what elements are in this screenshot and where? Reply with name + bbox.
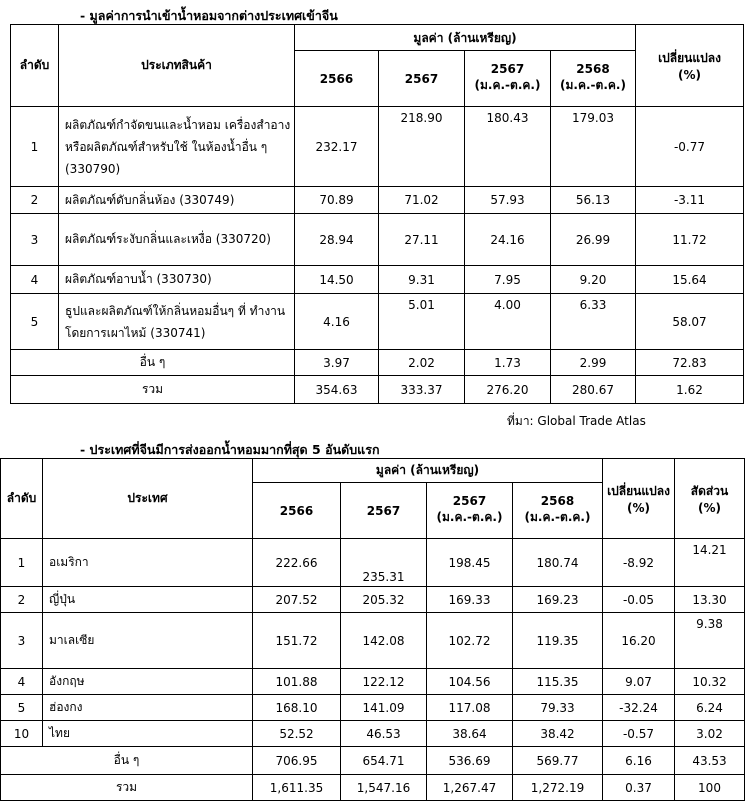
rank-cell: 4	[11, 266, 59, 294]
total-label: รวม	[1, 775, 253, 801]
product-cell: ผลิตภัณฑ์ระงับกลิ่นและเหงื่อ (330720)	[59, 214, 295, 266]
share-cell: 9.38	[675, 613, 745, 669]
change-header	[603, 459, 675, 539]
share-cell: 100	[675, 775, 745, 801]
value-cell: 79.33	[513, 695, 603, 721]
value-cell: 1,547.16	[341, 775, 427, 801]
value-cell: 654.71	[341, 747, 427, 775]
period-label: (ม.ค.-ต.ค.)	[436, 510, 503, 524]
table-row	[1, 613, 745, 669]
year-2566-header: 2566	[253, 483, 341, 539]
source-note: ที่มา: Global Trade Atlas	[507, 414, 646, 428]
value-cell: 232.17	[295, 107, 379, 187]
country-cell: ญี่ปุ่น	[43, 587, 253, 613]
value-cell: 7.95	[465, 266, 551, 294]
country-cell: มาเลเซีย	[43, 613, 253, 669]
year-2567-partial-header	[427, 483, 513, 539]
product-cell: ผลิตภัณฑ์กำจัดขนและน้ำหอม เครื่องสำอาง หรือผลิตภัณฑ์สำหรับใช้ ในห้องน้ำอื่น ๆ (330790)	[59, 107, 295, 187]
value-cell: 536.69	[427, 747, 513, 775]
period-label: (ม.ค.-ต.ค.)	[524, 510, 591, 524]
product-cell: ผลิตภัณฑ์อาบน้ำ (330730)	[59, 266, 295, 294]
rank-cell: 3	[1, 613, 43, 669]
value-cell: 198.45	[427, 539, 513, 587]
change-header-unit: (%)	[678, 68, 701, 82]
rank-cell: 4	[1, 669, 43, 695]
value-cell: 169.23	[513, 587, 603, 613]
value-cell: 1.73	[465, 350, 551, 376]
change-cell: 0.37	[603, 775, 675, 801]
value-cell: 6.33	[551, 294, 636, 350]
value-cell: 2.02	[379, 350, 465, 376]
value-cell: 333.37	[379, 376, 465, 404]
change-cell: 15.64	[636, 266, 744, 294]
rank-header: ลำดับ	[1, 459, 43, 539]
country-header: ประเทศ	[43, 459, 253, 539]
rank-header: ลำดับ	[11, 25, 59, 107]
year-2568-partial-header	[551, 51, 636, 107]
export-table	[0, 458, 745, 801]
table-row	[1, 587, 745, 613]
value-cell: 52.52	[253, 721, 341, 747]
change-cell: 1.62	[636, 376, 744, 404]
value-cell: 276.20	[465, 376, 551, 404]
value-cell: 117.08	[427, 695, 513, 721]
period-label: (ม.ค.-ต.ค.)	[474, 78, 541, 92]
table-row	[11, 107, 744, 187]
share-cell: 13.30	[675, 587, 745, 613]
rank-cell: 1	[1, 539, 43, 587]
share-cell: 10.32	[675, 669, 745, 695]
year-label: 2567	[452, 494, 487, 508]
value-cell: 706.95	[253, 747, 341, 775]
value-cell: 71.02	[379, 187, 465, 214]
table-row	[1, 539, 745, 587]
value-cell: 168.10	[253, 695, 341, 721]
value-cell: 4.16	[295, 294, 379, 350]
change-header	[636, 25, 744, 107]
value-cell: 222.66	[253, 539, 341, 587]
value-cell: 28.94	[295, 214, 379, 266]
rank-cell: 10	[1, 721, 43, 747]
value-cell: 9.31	[379, 266, 465, 294]
import-table	[10, 24, 744, 404]
table-row	[11, 294, 744, 350]
total-row	[11, 376, 744, 404]
value-cell: 180.74	[513, 539, 603, 587]
country-cell: อเมริกา	[43, 539, 253, 587]
value-cell: 115.35	[513, 669, 603, 695]
rank-cell: 2	[1, 587, 43, 613]
table-row	[1, 721, 745, 747]
value-cell: 569.77	[513, 747, 603, 775]
change-header-unit: (%)	[627, 501, 650, 515]
change-cell: -3.11	[636, 187, 744, 214]
year-label: 2568	[540, 494, 575, 508]
product-cell: ผลิตภัณฑ์ดับกลิ่นห้อง (330749)	[59, 187, 295, 214]
period-label: (ม.ค.-ต.ค.)	[560, 78, 626, 92]
value-header: มูลค่า (ล้านเหรียญ)	[253, 459, 603, 483]
value-cell: 46.53	[341, 721, 427, 747]
value-cell: 27.11	[379, 214, 465, 266]
value-cell: 56.13	[551, 187, 636, 214]
value-cell: 5.01	[379, 294, 465, 350]
value-cell: 38.64	[427, 721, 513, 747]
share-header	[675, 459, 745, 539]
year-label: 2568	[576, 62, 610, 76]
share-header-unit: (%)	[698, 501, 721, 515]
year-2567-partial-header	[465, 51, 551, 107]
change-header-label: เปลี่ยนแปลง	[607, 484, 670, 498]
table1-heading: - มูลค่าการนำเข้าน้ำหอมจากต่างประเทศเข้าจีน	[80, 8, 338, 23]
value-cell: 1,267.47	[427, 775, 513, 801]
value-cell: 151.72	[253, 613, 341, 669]
year-label: 2567	[490, 62, 525, 76]
others-row	[11, 350, 744, 376]
value-cell: 207.52	[253, 587, 341, 613]
value-cell: 3.97	[295, 350, 379, 376]
product-header: ประเภทสินค้า	[59, 25, 295, 107]
rank-cell: 5	[1, 695, 43, 721]
change-cell: 6.16	[603, 747, 675, 775]
change-cell: -0.77	[636, 107, 744, 187]
share-header-label: สัดส่วน	[690, 484, 729, 498]
value-cell: 2.99	[551, 350, 636, 376]
value-cell: 169.33	[427, 587, 513, 613]
value-cell: 141.09	[341, 695, 427, 721]
value-cell: 235.31	[341, 539, 427, 587]
total-row	[1, 775, 745, 801]
total-label: รวม	[11, 376, 295, 404]
value-cell: 1,272.19	[513, 775, 603, 801]
country-cell: ไทย	[43, 721, 253, 747]
table2-heading: - ประเทศที่จีนมีการส่งออกน้ำหอมมากที่สุด 5 อันดับแรก	[80, 442, 380, 457]
value-cell: 218.90	[379, 107, 465, 187]
value-cell: 26.99	[551, 214, 636, 266]
value-cell: 4.00	[465, 294, 551, 350]
value-cell: 101.88	[253, 669, 341, 695]
others-label: อื่น ๆ	[11, 350, 295, 376]
year-2568-partial-header	[513, 483, 603, 539]
value-cell: 70.89	[295, 187, 379, 214]
value-cell: 205.32	[341, 587, 427, 613]
value-cell: 119.35	[513, 613, 603, 669]
value-cell: 104.56	[427, 669, 513, 695]
value-cell: 57.93	[465, 187, 551, 214]
change-cell: -32.24	[603, 695, 675, 721]
value-cell: 180.43	[465, 107, 551, 187]
country-cell: อังกฤษ	[43, 669, 253, 695]
product-cell: ธูปและผลิตภัณฑ์ให้กลิ่นหอมอื่นๆ ที่ ทำงานโดยการเผาไหม้ (330741)	[59, 294, 295, 350]
change-header-label: เปลี่ยนแปลง	[658, 51, 721, 65]
table-row	[11, 214, 744, 266]
value-cell: 24.16	[465, 214, 551, 266]
rank-cell: 2	[11, 187, 59, 214]
table-row	[11, 187, 744, 214]
value-cell: 142.08	[341, 613, 427, 669]
change-cell: 58.07	[636, 294, 744, 350]
change-cell: 16.20	[603, 613, 675, 669]
share-cell: 6.24	[675, 695, 745, 721]
value-cell: 9.20	[551, 266, 636, 294]
table-row	[1, 695, 745, 721]
year-2567-header: 2567	[379, 51, 465, 107]
change-cell: -0.05	[603, 587, 675, 613]
value-cell: 1,611.35	[253, 775, 341, 801]
value-cell: 179.03	[551, 107, 636, 187]
table-row	[1, 669, 745, 695]
value-cell: 14.50	[295, 266, 379, 294]
value-cell: 354.63	[295, 376, 379, 404]
value-cell: 102.72	[427, 613, 513, 669]
change-cell: 72.83	[636, 350, 744, 376]
country-cell: ฮ่องกง	[43, 695, 253, 721]
share-cell: 14.21	[675, 539, 745, 587]
value-cell: 280.67	[551, 376, 636, 404]
rank-cell: 5	[11, 294, 59, 350]
value-header: มูลค่า (ล้านเหรียญ)	[295, 25, 636, 51]
others-label: อื่น ๆ	[1, 747, 253, 775]
year-2566-header: 2566	[295, 51, 379, 107]
value-cell: 122.12	[341, 669, 427, 695]
others-row	[1, 747, 745, 775]
value-cell: 38.42	[513, 721, 603, 747]
year-2567-header: 2567	[341, 483, 427, 539]
change-cell: -8.92	[603, 539, 675, 587]
rank-cell: 3	[11, 214, 59, 266]
change-cell: 11.72	[636, 214, 744, 266]
change-cell: -0.57	[603, 721, 675, 747]
table-row	[11, 266, 744, 294]
rank-cell: 1	[11, 107, 59, 187]
share-cell: 43.53	[675, 747, 745, 775]
share-cell: 3.02	[675, 721, 745, 747]
change-cell: 9.07	[603, 669, 675, 695]
